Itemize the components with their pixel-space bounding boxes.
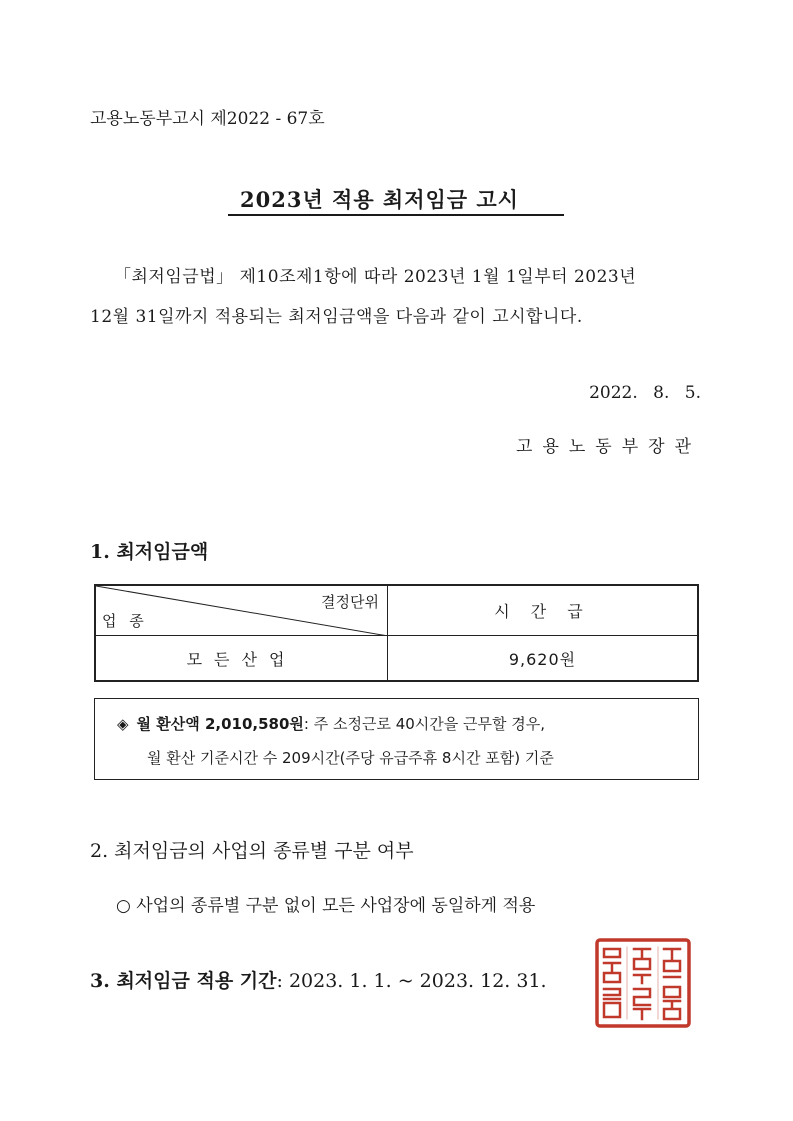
unit-header: 시 간 급	[388, 586, 697, 636]
notice-date: 2022. 8. 5.	[589, 383, 701, 403]
body-line-1: 「최저임금법」 제10조제1항에 따라 2023년 1월 1일부터 2023년	[114, 267, 637, 287]
diamond-bullet-icon: ◈	[117, 715, 129, 733]
body-line-2: 12월 31일까지 적용되는 최저임금액을 다음과 같이 고시합니다.	[90, 307, 583, 327]
table-corner-cell	[96, 586, 388, 636]
document-title: 2023년 적용 최저임금 고시	[240, 187, 519, 212]
notice-number: 고용노동부고시 제2022 - 67호	[90, 109, 325, 129]
section-2-heading: 2. 최저임금의 사업의 종류별 구분 여부	[90, 840, 414, 862]
note-line-2: 월 환산 기준시간 수 209시간(주당 유급주휴 8시간 포함) 기준	[147, 749, 554, 767]
corner-column-label: 결정단위	[321, 593, 379, 611]
section-1-heading: 1. 최저임금액	[90, 541, 209, 563]
minimum-wage-table	[94, 584, 699, 682]
section-3-heading	[90, 966, 547, 993]
monthly-conversion-note	[94, 698, 699, 780]
corner-row-label: 업 종	[102, 612, 148, 630]
section-3-period: : 2023. 1. 1. ~ 2023. 12. 31.	[276, 970, 547, 992]
note-bold-text: 월 환산액 2,010,580원	[136, 715, 304, 733]
note-line-1-rest: : 주 소정근로 40시간을 근무할 경우,	[303, 715, 546, 733]
section-3-label: 3. 최저임금 적용 기간	[90, 970, 277, 992]
issuer-name: 고용노동부장관	[516, 437, 701, 457]
wage-cell: 9,620원	[508, 649, 577, 669]
title-underline	[228, 214, 564, 216]
note-line-1	[117, 713, 545, 734]
section-2-item: ○ 사업의 종류별 구분 없이 모든 사업장에 동일하게 적용	[116, 896, 536, 916]
official-seal-stamp	[594, 937, 692, 1029]
industry-cell: 모든산업	[96, 636, 388, 680]
